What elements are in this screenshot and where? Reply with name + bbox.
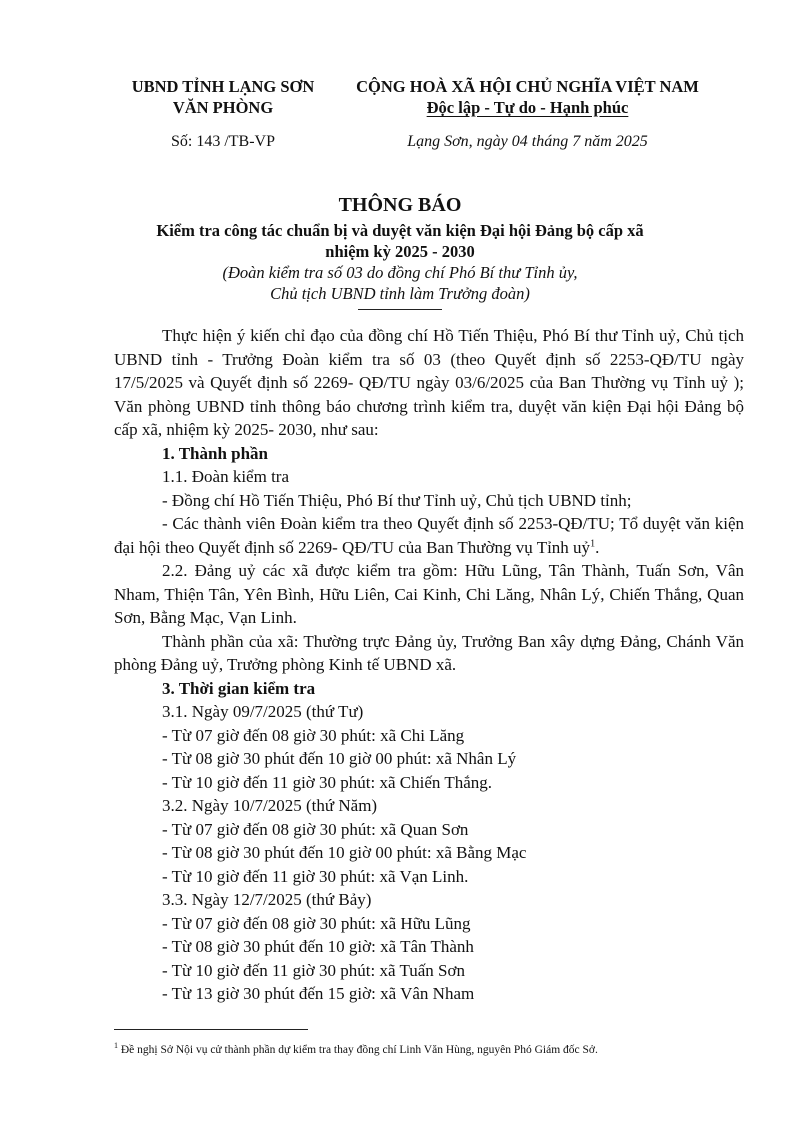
- subtitle-line-1: Kiểm tra công tác chuẩn bị và duyệt văn kiện Đại hội Đảng bộ cấp xã: [156, 221, 644, 240]
- schedule-slot: - Từ 08 giờ 30 phút đến 10 giờ 00 phút: xã Nhân Lý: [162, 749, 517, 768]
- intro-paragraph: Thực hiện ý kiến chỉ đạo của đồng chí Hồ Tiến Thiệu, Phó Bí thư Tỉnh uỷ, Chủ tịch UBND tỉnh - Trưởng Đoàn kiểm tra số 03 (theo Quyết định số 2253-QĐ/TU ngày 17/5/2025 và Quyết định số 2269- QĐ/TU ngày 03/6/2025 của Ban Thường vụ Tỉnh uỷ ); Văn phòng UBND tỉnh thông báo chương trình kiểm tra, duyệt văn kiện Đại hội Đảng bộ cấp xã, nhiệm kỳ 2025- 2030, như sau:: [114, 326, 744, 439]
- section-2-2-communes: 2.2. Đảng uỷ các xã được kiểm tra gồm: Hữu Lũng, Tân Thành, Tuấn Sơn, Vân Nham, Thiện Tân, Yên Bình, Hữu Liên, Cai Kinh, Chi Lăng, Nhân Lý, Chiến Thắng, Quan Sơn, Bằng Mạc, Vạn Linh.: [114, 561, 744, 627]
- nation-name: CỘNG HOÀ XÃ HỘI CHỦ NGHĨA VIỆT NAM: [356, 77, 699, 96]
- schedule-slot: - Từ 07 giờ đến 08 giờ 30 phút: xã Quan Sơn: [162, 819, 469, 839]
- schedule-day-1: 3.1. Ngày 09/7/2025 (thứ Tư): [162, 702, 364, 721]
- schedule-slot: - Từ 07 giờ đến 08 giờ 30 phút: xã Hữu Lũng: [162, 913, 471, 933]
- agency-line-1: UBND TỈNH LẠNG SƠN: [131, 77, 315, 96]
- delegation-note: [130, 262, 670, 304]
- commune-composition: Thành phần của xã: Thường trực Đảng ủy, Trưởng Ban xây dựng Đảng, Chánh Văn phòng Đảng uỷ, Trưởng phòng Kinh tế UBND xã.: [114, 631, 744, 674]
- note-line-1: (Đoàn kiểm tra số 03 do đồng chí Phó Bí thư Tỉnh ủy,: [222, 263, 578, 282]
- section-1-1-heading: 1.1. Đoàn kiểm tra: [162, 467, 289, 486]
- document-subtitle: [130, 220, 670, 262]
- section-3-heading: 3. Thời gian kiểm tra: [162, 678, 316, 698]
- section-1-heading: 1. Thành phần: [162, 443, 269, 463]
- subtitle-line-2: nhiệm kỳ 2025 - 2030: [325, 242, 475, 261]
- schedule-slot: - Từ 10 giờ đến 11 giờ 30 phút: xã Tuấn Sơn: [162, 960, 466, 980]
- schedule-slot: - Từ 08 giờ 30 phút đến 10 giờ: xã Tân Thành: [162, 937, 474, 956]
- footnote: [114, 1039, 754, 1057]
- issuing-agency: [120, 76, 326, 118]
- schedule-slot: - Từ 08 giờ 30 phút đến 10 giờ 00 phút: xã Bằng Mạc: [162, 843, 527, 862]
- schedule-slot: - Từ 10 giờ đến 11 giờ 30 phút: xã Chiến Thắng.: [162, 772, 493, 792]
- national-header: [335, 76, 720, 118]
- schedule-day-2: 3.2. Ngày 10/7/2025 (thứ Năm): [162, 796, 378, 815]
- members-text-end: .: [595, 537, 600, 557]
- footnote-number: 1: [114, 1041, 118, 1050]
- document-body: [114, 324, 744, 1006]
- document-number: Số: 143 /TB-VP: [170, 133, 275, 150]
- schedule-slot: - Từ 10 giờ đến 11 giờ 30 phút: xã Vạn Linh.: [162, 866, 469, 886]
- schedule-slot: - Từ 07 giờ đến 08 giờ 30 phút: xã Chi Lăng: [162, 725, 465, 745]
- footnote-text: Đề nghị Sở Nội vụ cử thành phần dự kiểm tra thay đồng chí Linh Văn Hùng, nguyên Phó Giám đốc Sở.: [118, 1043, 598, 1056]
- delegation-leader-item: - Đồng chí Hồ Tiến Thiệu, Phó Bí thư Tỉnh uỷ, Chủ tịch UBND tỉnh;: [162, 490, 632, 510]
- footnote-separator: [114, 1029, 308, 1030]
- place-and-date: Lạng Sơn, ngày 04 tháng 7 năm 2025: [407, 133, 648, 150]
- schedule-day-3: 3.3. Ngày 12/7/2025 (thứ Bảy): [162, 890, 372, 909]
- delegation-members-item: [114, 512, 744, 559]
- note-line-2: Chủ tịch UBND tỉnh làm Trưởng đoàn): [270, 284, 530, 303]
- title-separator: [358, 309, 442, 310]
- schedule-slot: - Từ 13 giờ 30 phút đến 15 giờ: xã Vân Nham: [162, 984, 475, 1003]
- agency-line-2: VĂN PHÒNG: [172, 98, 274, 117]
- national-motto: Độc lập - Tự do - Hạnh phúc: [426, 98, 629, 117]
- document-title: THÔNG BÁO: [338, 194, 462, 216]
- members-text: - Các thành viên Đoàn kiểm tra theo Quyết định số 2253-QĐ/TU; Tổ duyệt văn kiện đại hội theo Quyết định số 2269- QĐ/TU của Ban Thường vụ Tỉnh uỷ: [114, 514, 744, 557]
- footnote-reference: 1: [590, 537, 596, 549]
